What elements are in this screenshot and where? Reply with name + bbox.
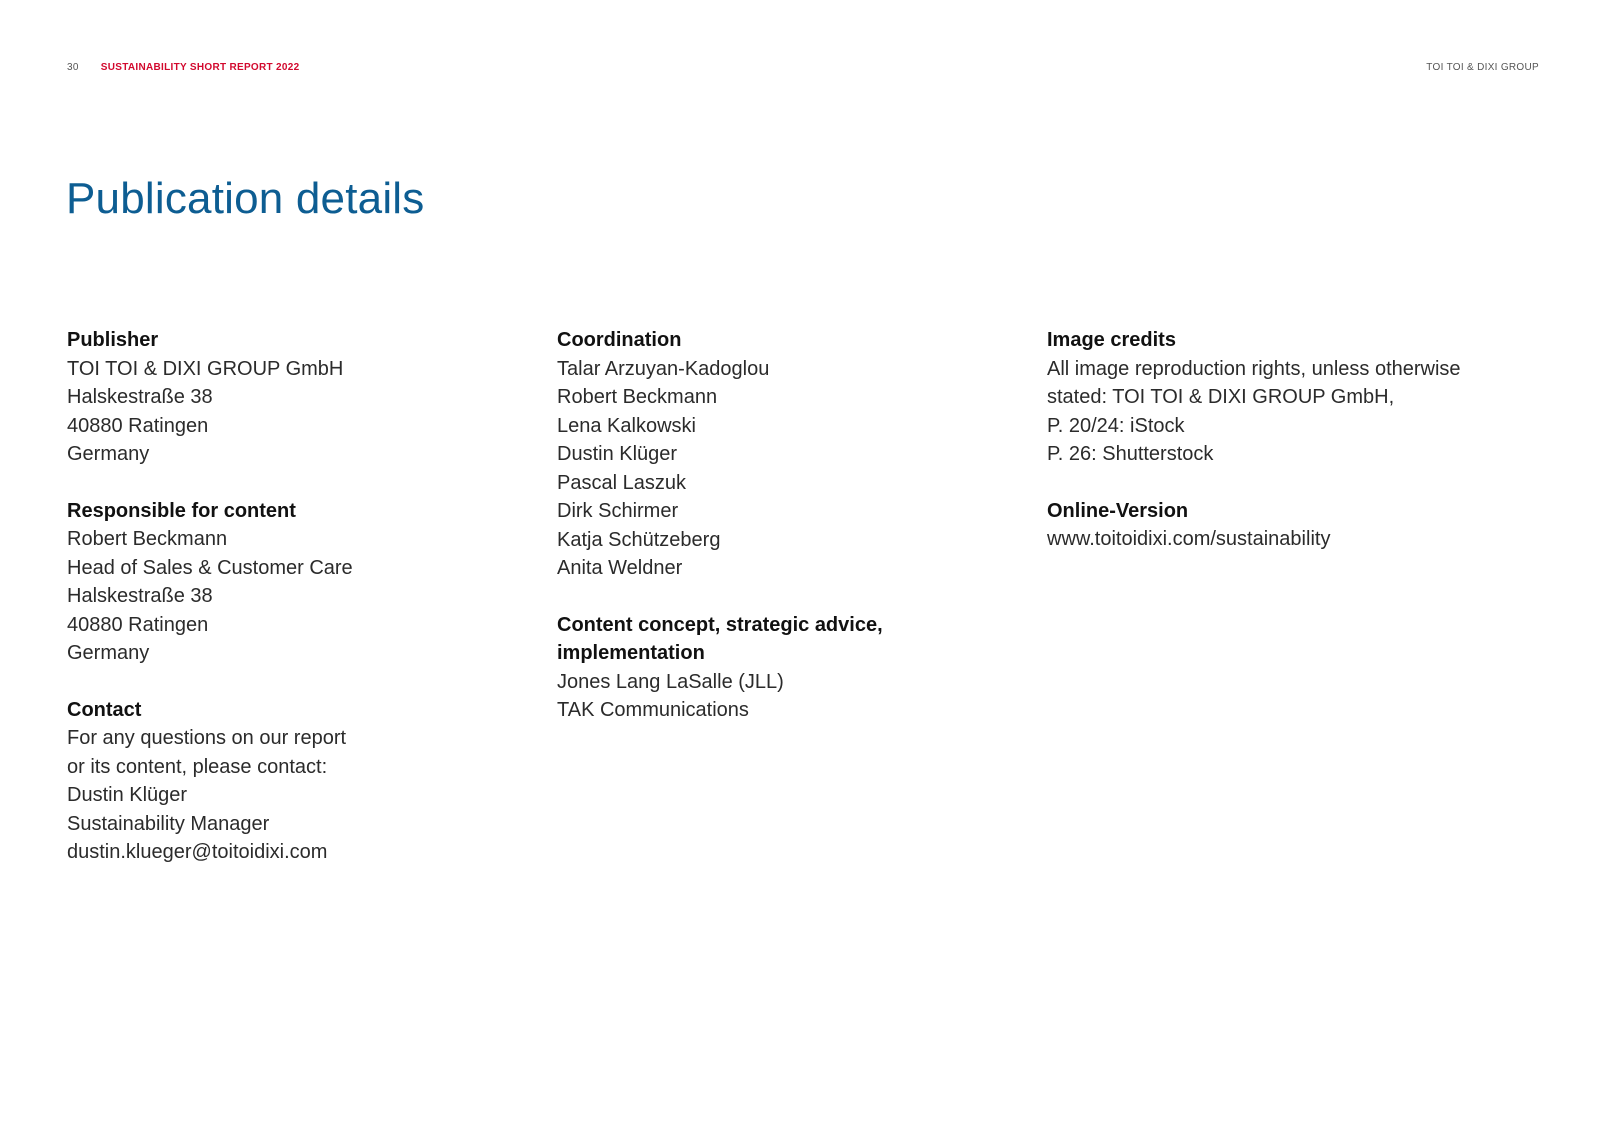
- agency-name: Jones Lang LaSalle (JLL): [557, 670, 784, 693]
- contact-name: Dustin Klüger: [67, 784, 188, 806]
- online-version-url: www.toitoidixi.com/sustainability: [1047, 528, 1331, 550]
- publisher-section: [67, 326, 557, 469]
- responsible-section: [67, 497, 557, 668]
- coordinator-name: Lena Kalkowski: [557, 414, 696, 437]
- contact-email: dustin.klueger@toitoidixi.com: [67, 841, 328, 863]
- section-heading: Publisher: [67, 329, 159, 351]
- image-credits-section: [1047, 326, 1527, 469]
- contact-text: or its content, please contact:: [67, 755, 328, 778]
- section-heading: Coordination: [557, 329, 682, 351]
- responsible-city: 40880 Ratingen: [67, 613, 209, 636]
- responsible-role: Head of Sales & Customer Care: [67, 556, 353, 579]
- coordinator-name: Talar Arzuyan-Kadoglou: [557, 357, 770, 380]
- responsible-country: Germany: [67, 642, 150, 664]
- contact-role: Sustainability Manager: [67, 812, 270, 835]
- coordinator-name: Anita Weldner: [557, 557, 683, 579]
- image-credits-text: P. 26: Shutterstock: [1047, 443, 1214, 465]
- content-concept-section: [557, 611, 1047, 725]
- image-credits-text: stated: TOI TOI & DIXI GROUP GmbH,: [1047, 386, 1395, 408]
- publisher-country: Germany: [67, 443, 150, 465]
- section-heading: Responsible for content: [67, 499, 296, 522]
- publisher-city: 40880 Ratingen: [67, 414, 209, 437]
- page-title: Publication details: [66, 174, 425, 223]
- agency-name: TAK Communications: [557, 699, 749, 721]
- page-number: 30: [67, 61, 79, 73]
- coordinator-name: Pascal Laszuk: [557, 471, 686, 494]
- coordination-section: [557, 326, 1047, 583]
- responsible-street: Halskestraße 38: [67, 585, 213, 607]
- image-credits-text: P. 20/24: iStock: [1047, 414, 1185, 437]
- image-credits-text: All image reproduction rights, unless otherwise: [1047, 357, 1461, 380]
- publisher-street: Halskestraße 38: [67, 386, 213, 408]
- contact-text: For any questions on our report: [67, 727, 347, 749]
- publication-details-columns: [67, 326, 1527, 895]
- section-heading: implementation: [557, 642, 705, 664]
- page-header: [67, 60, 1539, 74]
- responsible-name: Robert Beckmann: [67, 528, 228, 550]
- coordinator-name: Dirk Schirmer: [557, 500, 679, 522]
- section-heading: Contact: [67, 698, 142, 721]
- section-heading: Image credits: [1047, 329, 1176, 351]
- coordinator-name: Dustin Klüger: [557, 443, 678, 465]
- section-heading: Content concept, strategic advice,: [557, 613, 883, 636]
- section-heading: Online-Version: [1047, 499, 1189, 522]
- online-version-section: [1047, 497, 1527, 554]
- brand-name: TOI TOI & DIXI GROUP: [1426, 61, 1539, 73]
- column-middle: [557, 326, 1047, 895]
- coordinator-name: Katja Schützeberg: [557, 528, 721, 551]
- publisher-company: TOI TOI & DIXI GROUP GmbH: [67, 357, 344, 380]
- coordinator-name: Robert Beckmann: [557, 386, 718, 408]
- column-left: [67, 326, 557, 895]
- contact-section: [67, 696, 557, 867]
- column-right: [1047, 326, 1527, 895]
- report-title: SUSTAINABILITY SHORT REPORT 2022: [100, 61, 300, 73]
